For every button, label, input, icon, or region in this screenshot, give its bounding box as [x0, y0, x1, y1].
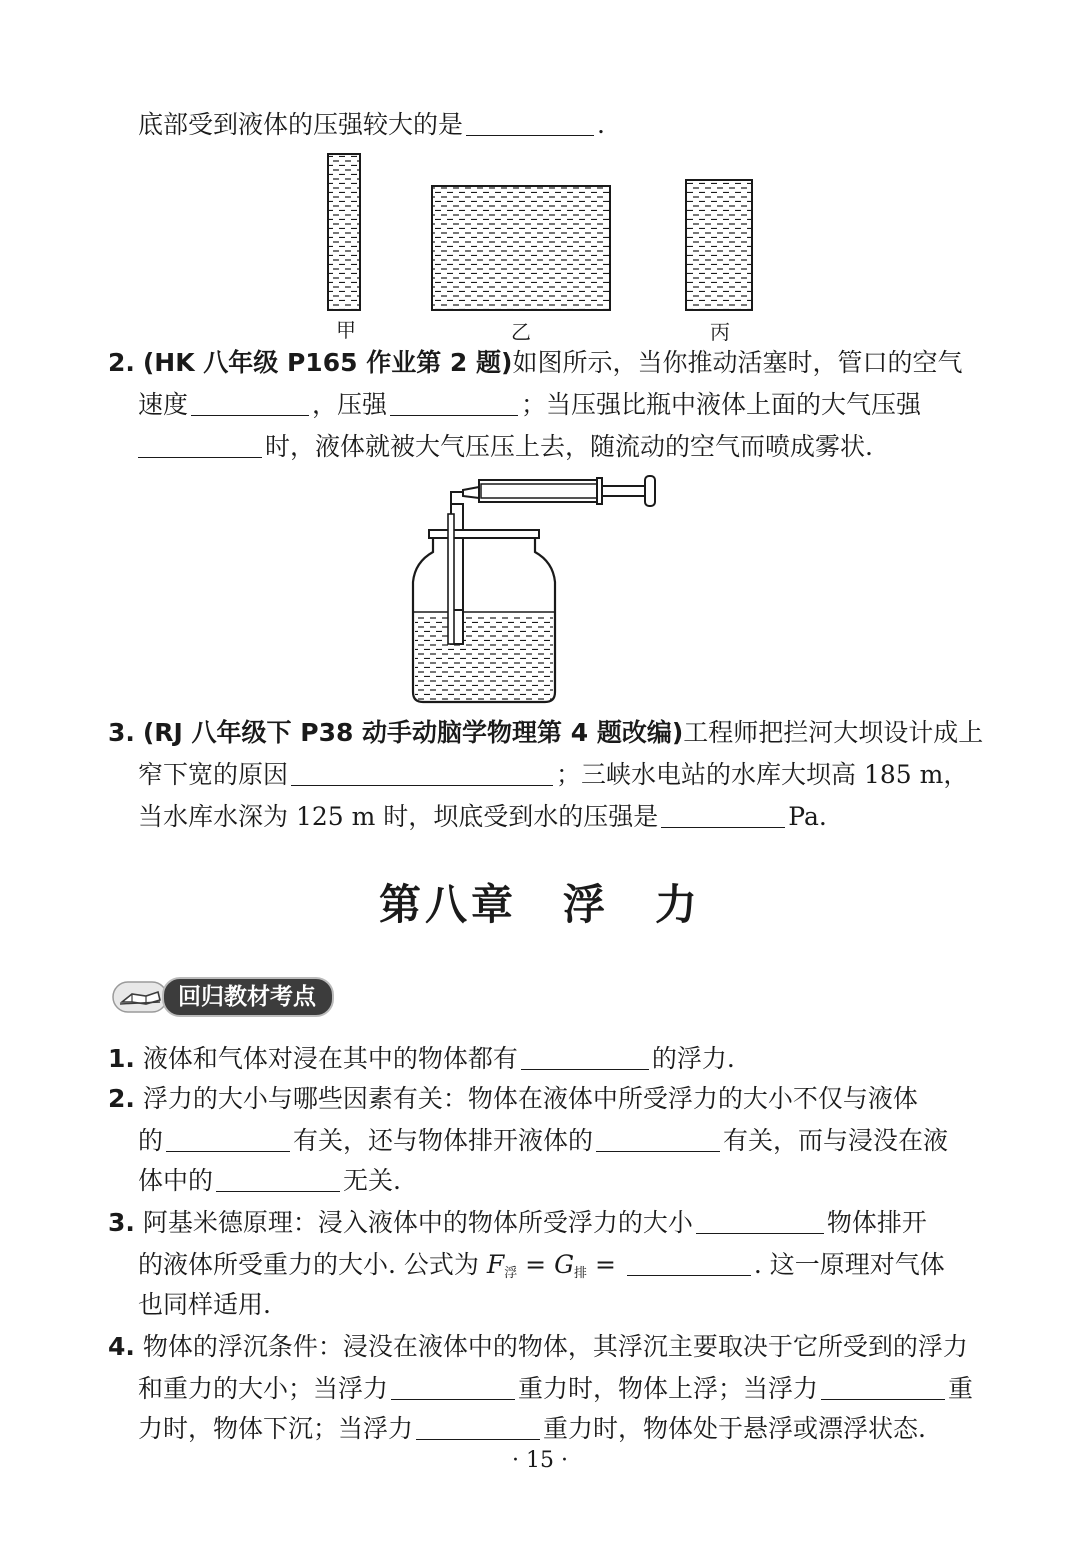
answer-blank[interactable]: [416, 1417, 540, 1440]
container-yi: [432, 186, 610, 310]
question-2-line-2: 速度 ，压强 ；当压强比瓶中液体上面的大气压强: [138, 390, 922, 419]
answer-blank[interactable]: [138, 435, 262, 458]
point-4-line-2: 和重力的大小；当浮力 重力时，物体上浮；当浮力 重: [138, 1374, 974, 1403]
question-number: 3.: [108, 718, 135, 747]
answer-blank[interactable]: [627, 1253, 751, 1276]
question-text: 底部受到液体的压强较大的是: [138, 110, 464, 139]
point-3-line-1: 3. 阿基米德原理：浸入液体中的物体所受浮力的大小 物体排开: [108, 1208, 927, 1237]
answer-blank[interactable]: [216, 1169, 340, 1192]
question-source: (RJ 八年级下 P38 动手动脑学物理第 4 题改编): [142, 718, 684, 747]
book-icon: [112, 980, 168, 1014]
answer-blank[interactable]: [661, 805, 785, 828]
text-line: 底部受到液体的压强较大的是 .: [138, 110, 605, 139]
question-source: (HK 八年级 P165 作业第 2 题): [142, 348, 513, 377]
figure-label-bing: 丙: [710, 320, 730, 344]
container-bing: [686, 180, 752, 310]
answer-blank[interactable]: [821, 1377, 945, 1400]
answer-blank[interactable]: [521, 1047, 649, 1070]
answer-blank[interactable]: [596, 1129, 720, 1152]
container-jia: [328, 154, 360, 310]
point-2-line-2: 的 有关，还与物体排开液体的 有关，而与浸没在液: [138, 1126, 949, 1155]
container-figure: [320, 148, 760, 343]
question-3-line-1: 3. (RJ 八年级下 P38 动手动脑学物理第 4 题改编)工程师把拦河大坝设计成上: [108, 718, 984, 747]
figure-label-yi: 乙: [511, 320, 531, 344]
question-3-line-2: 窄下宽的原因 ；三峡水电站的水库大坝高 185 m，: [138, 760, 969, 789]
question-3-line-3: 当水库水深为 125 m 时，坝底受到水的压强是 Pa.: [138, 802, 827, 831]
point-1-line: 1. 液体和气体对浸在其中的物体都有 的浮力.: [108, 1044, 735, 1073]
section-badge: [112, 978, 334, 1016]
point-2-line-3: 体中的 无关.: [138, 1166, 401, 1195]
point-2-line-1: 2. 浮力的大小与哪些因素有关：物体在液体中所受浮力的大小不仅与液体: [108, 1084, 918, 1113]
answer-blank[interactable]: [390, 393, 518, 416]
question-2-line-3: 时，液体就被大气压压上去，随流动的空气而喷成雾状.: [138, 430, 873, 464]
answer-blank[interactable]: [291, 763, 553, 786]
question-2-line-1: 2. (HK 八年级 P165 作业第 2 题)如图所示，当你推动活塞时，管口的空气: [108, 348, 963, 377]
question-number: 2.: [108, 348, 135, 377]
syringe-bottle-figure: [405, 470, 675, 710]
answer-blank[interactable]: [391, 1377, 515, 1400]
formula-f: F: [486, 1250, 505, 1279]
point-4-line-1: 4. 物体的浮沉条件：浸没在液体中的物体，其浮沉主要取决于它所受到的浮力: [108, 1332, 968, 1361]
answer-blank[interactable]: [191, 393, 309, 416]
answer-blank[interactable]: [166, 1129, 290, 1152]
point-3-line-2: 的液体所受重力的大小. 公式为 $F_浮 = G_排$ = . 这一原理对气体: [138, 1250, 945, 1281]
section-badge-label: 回归教材考点: [162, 977, 334, 1017]
point-4-line-3: 力时，物体下沉；当浮力 重力时，物体处于悬浮或漂浮状态.: [138, 1414, 926, 1443]
answer-blank[interactable]: [466, 113, 594, 136]
page-number: · 15 ·: [512, 1448, 568, 1473]
figure-label-jia: 甲: [336, 318, 356, 342]
point-3-line-3: 也同样适用.: [138, 1290, 271, 1319]
chapter-title: 第八章 浮 力: [378, 880, 701, 929]
answer-blank[interactable]: [696, 1211, 824, 1234]
formula-g: G: [554, 1250, 575, 1279]
